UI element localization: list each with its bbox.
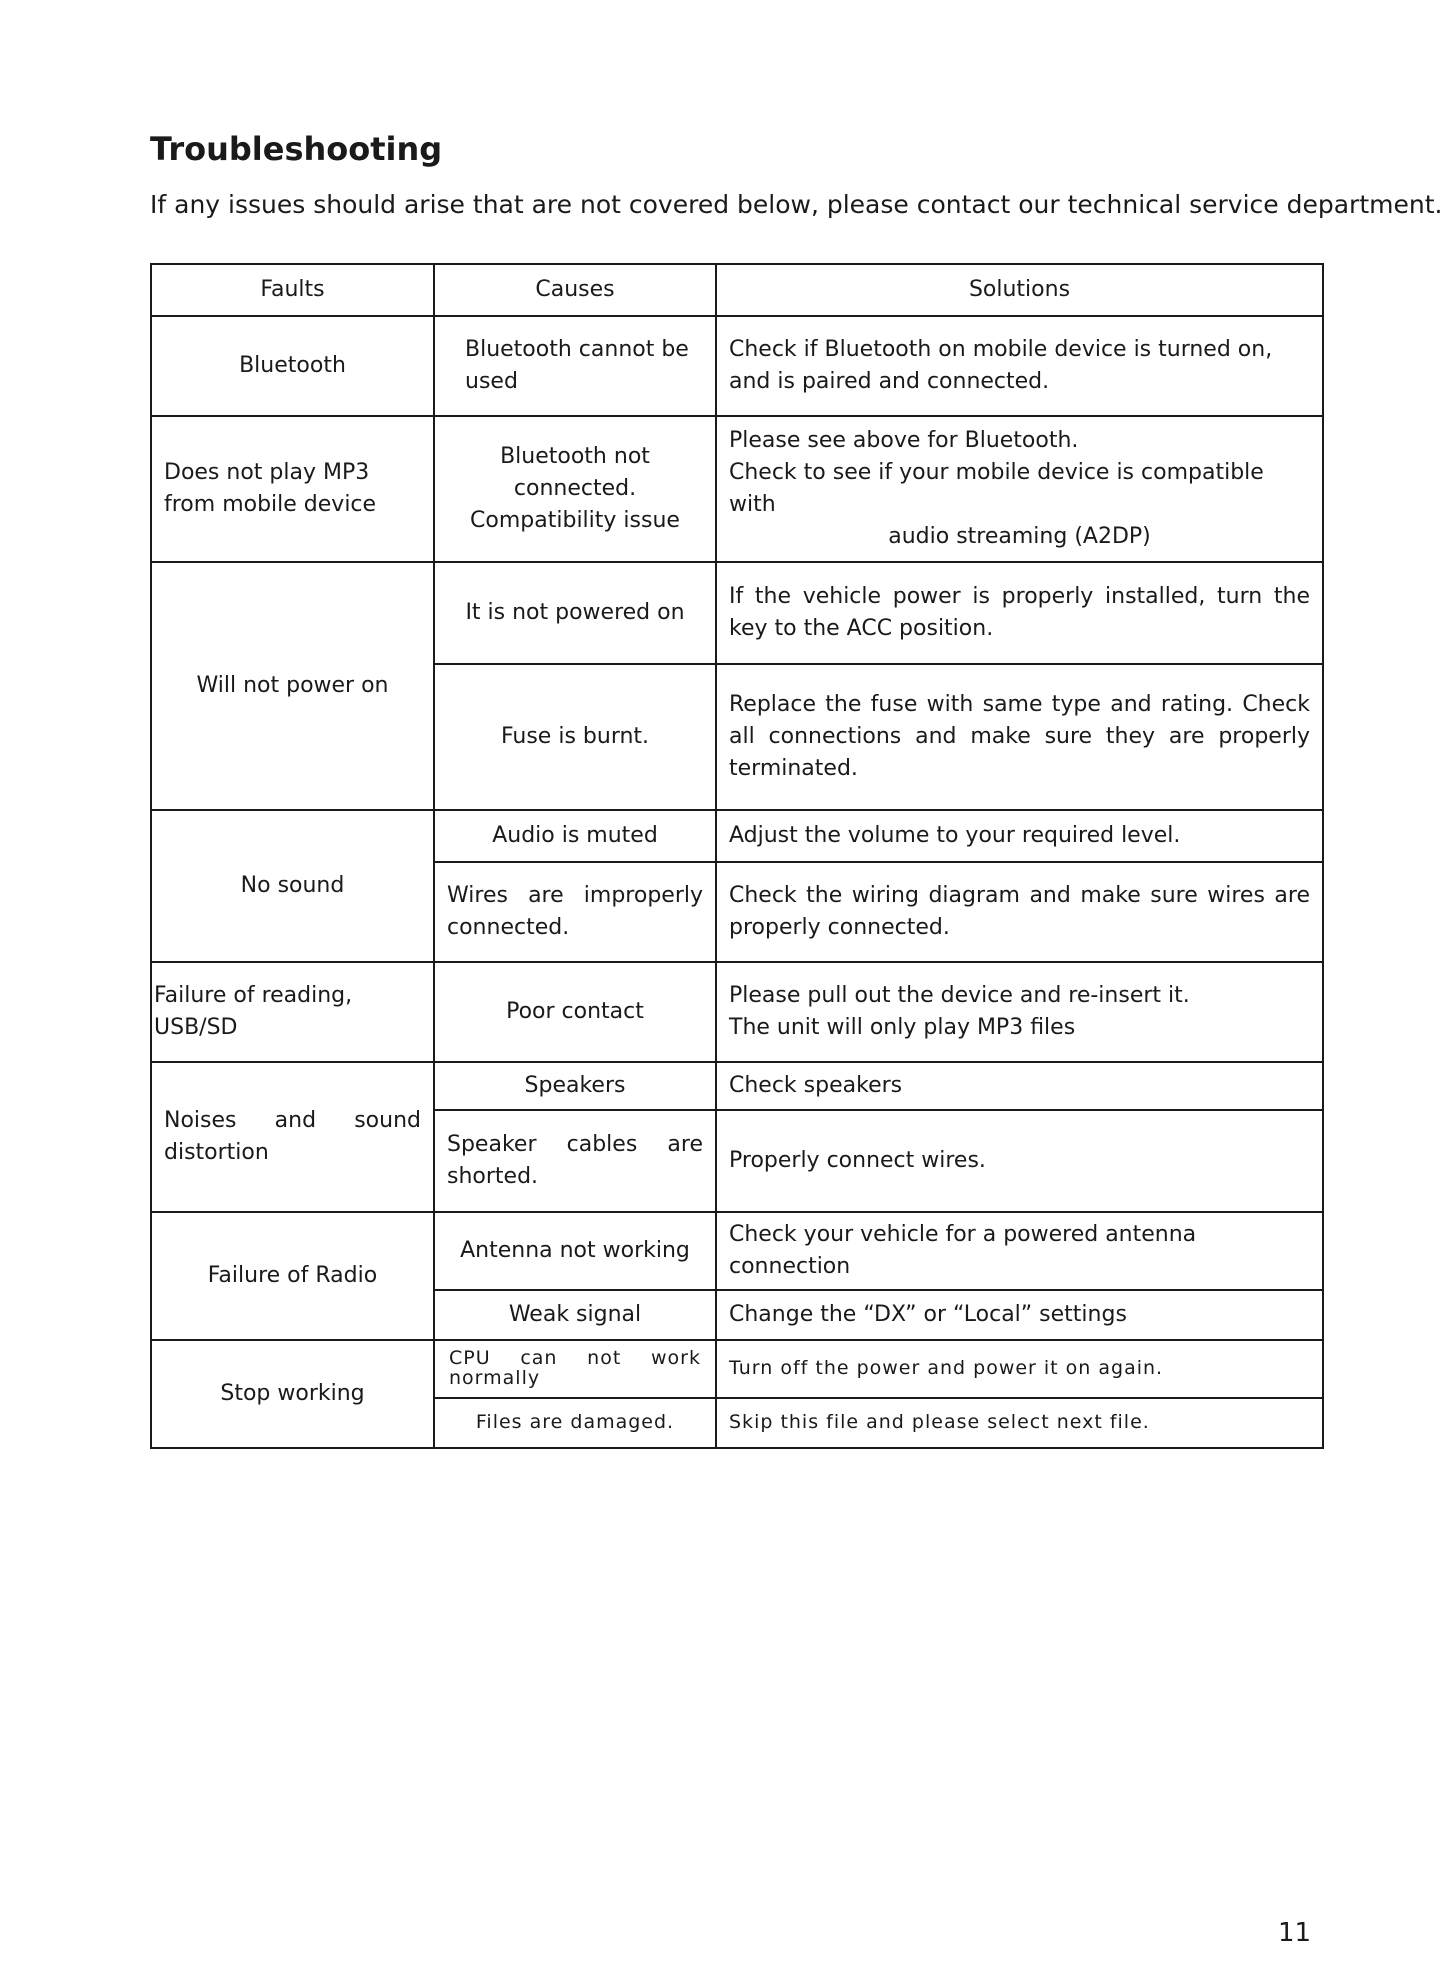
table-row (151, 316, 1323, 416)
cause-cell: Speakers (434, 1062, 716, 1110)
solution-line: audio streaming (A2DP) (888, 523, 1151, 549)
solution-cell (716, 962, 1323, 1062)
solution-cell: Check the wiring diagram and make sure wires are properly connected. (716, 862, 1323, 962)
fault-cell: Does not play MP3 from mobile device (151, 416, 434, 562)
solution-cell: Turn off the power and power it on again. (716, 1340, 1323, 1398)
cause-line: Compatibility issue (470, 507, 680, 533)
fault-cell: Bluetooth (151, 316, 434, 416)
solution-line: Check to see if your mobile device is compatible with (729, 460, 1264, 517)
cause-cell: CPU can not work normally (434, 1340, 716, 1398)
cause-cell: Bluetooth cannot be used (434, 316, 716, 416)
solution-line: Please see above for Bluetooth. (729, 428, 1079, 454)
fault-cell: Will not power on (151, 562, 434, 810)
solution-cell: Check if Bluetooth on mobile device is turned on, and is paired and connected. (716, 316, 1323, 416)
solution-cell: Check your vehicle for a powered antenna connection (716, 1212, 1323, 1290)
fault-cell: Failure of Radio (151, 1212, 434, 1340)
solution-cell: If the vehicle power is properly installed, turn the key to the ACC position. (716, 562, 1323, 664)
solution-cell: Replace the fuse with same type and rating. Check all connections and make sure they are properly terminated. (716, 664, 1323, 810)
solution-cell: Change the “DX” or “Local” settings (716, 1290, 1323, 1340)
cause-cell: Poor contact (434, 962, 716, 1062)
table-header-row (151, 264, 1323, 316)
cause-cell: Speaker cables are shorted. (434, 1110, 716, 1212)
fault-cell: No sound (151, 810, 434, 962)
header-faults: Faults (151, 264, 434, 316)
table-row (151, 416, 1323, 562)
cause-cell (434, 416, 716, 562)
cause-cell: Weak signal (434, 1290, 716, 1340)
cause-cell: It is not powered on (434, 562, 716, 664)
cause-cell: Wires are improperly connected. (434, 862, 716, 962)
header-causes: Causes (434, 264, 716, 316)
cause-cell: Fuse is burnt. (434, 664, 716, 810)
table-row (151, 562, 1323, 664)
cause-line: Bluetooth not connected. (500, 444, 650, 502)
solution-line: The unit will only play MP3 files (729, 1015, 1076, 1040)
table-row (151, 962, 1323, 1062)
solution-cell: Skip this file and please select next file. (716, 1398, 1323, 1448)
fault-cell: Stop working (151, 1340, 434, 1448)
cause-cell: Audio is muted (434, 810, 716, 862)
page-number: 11 (1278, 1918, 1312, 1948)
solution-cell: Properly connect wires. (716, 1110, 1323, 1212)
solution-cell: Adjust the volume to your required level. (716, 810, 1323, 862)
cause-cell: Files are damaged. (434, 1398, 716, 1448)
fault-cell: Noises and sound distortion (151, 1062, 434, 1212)
solution-cell (716, 416, 1323, 562)
header-solutions: Solutions (716, 264, 1323, 316)
page-title: Troubleshooting (150, 130, 443, 168)
table-row (151, 1340, 1323, 1398)
solution-line: Please pull out the device and re-insert it. (729, 983, 1190, 1009)
troubleshooting-table (150, 263, 1324, 1449)
fault-cell: Failure of reading, USB/SD (151, 962, 434, 1062)
table-row (151, 810, 1323, 862)
table-row (151, 1062, 1323, 1110)
solution-cell: Check speakers (716, 1062, 1323, 1110)
cause-cell: Antenna not working (434, 1212, 716, 1290)
intro-text: If any issues should arise that are not covered below, please contact our technical service department. (150, 190, 1443, 219)
table-row (151, 1212, 1323, 1290)
